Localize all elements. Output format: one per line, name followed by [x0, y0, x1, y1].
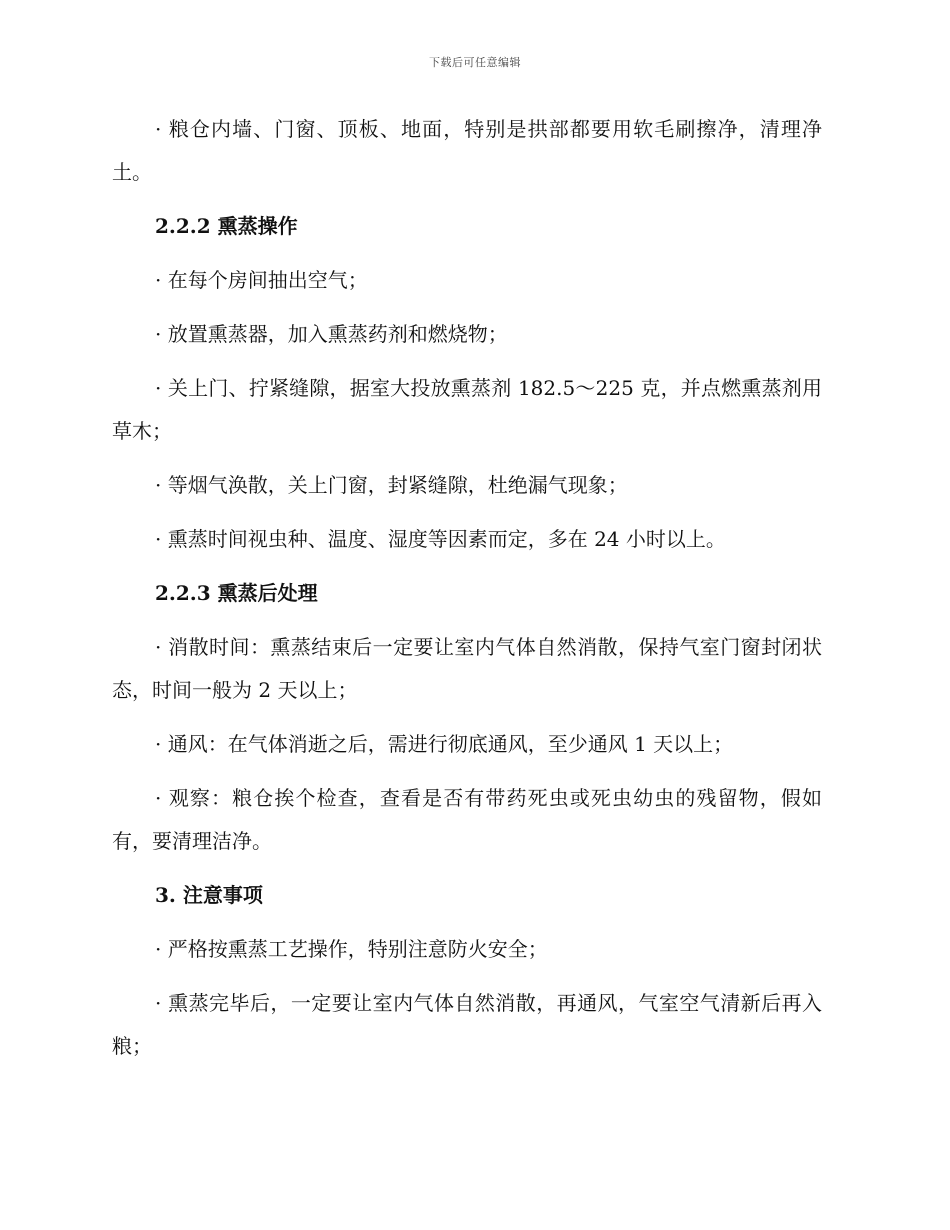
- paragraph-ventilation: · 通风：在气体消逝之后，需进行彻底通风，至少通风 1 天以上；: [155, 732, 734, 756]
- paragraph-seal-gaps: · 等烟气涣散，关上门窗，封紧缝隙，杜绝漏气现象；: [155, 473, 628, 497]
- paragraph-extract-air: · 在每个房间抽出空气；: [155, 268, 368, 292]
- paragraph-observation: · 观察：粮仓挨个检查，查看是否有带药死虫或死虫幼虫的残留物，假如有，要清理洁净。: [112, 786, 822, 853]
- paragraph-fumigation-time: · 熏蒸时间视虫种、温度、湿度等因素而定，多在 24 小时以上。: [155, 527, 726, 551]
- section-heading-precautions: 3. 注意事项: [155, 883, 263, 907]
- paragraph-place-fumigator: · 放置熏蒸器，加入熏蒸药剂和燃烧物；: [155, 322, 508, 346]
- document-body: [112, 108, 822, 1079]
- paragraph-dissipation-time: · 消散时间：熏蒸结束后一定要让室内气体自然消散，保持气室门窗封闭状态，时间一般为 2 天以上；: [112, 635, 822, 702]
- section-heading-post-fumigation: 2.2.3 熏蒸后处理: [155, 581, 318, 605]
- paragraph-fire-safety: · 严格按熏蒸工艺操作，特别注意防火安全；: [155, 937, 548, 961]
- paragraph-close-doors-dose: · 关上门、拧紧缝隙，据室大投放熏蒸剂 182.5～225 克，并点燃熏蒸剂用草木；: [112, 376, 822, 443]
- paragraph-restock-grain: · 熏蒸完毕后，一定要让室内气体自然消散，再通风，气室空气清新后再入粮；: [112, 991, 822, 1058]
- section-heading-fumigation-operation: 2.2.2 熏蒸操作: [155, 214, 298, 238]
- paragraph-clean-walls: · 粮仓内墙、门窗、顶板、地面，特别是拱部都要用软毛刷擦净，清理净土。: [112, 117, 822, 184]
- page-header: 下载后可任意编辑: [429, 56, 521, 69]
